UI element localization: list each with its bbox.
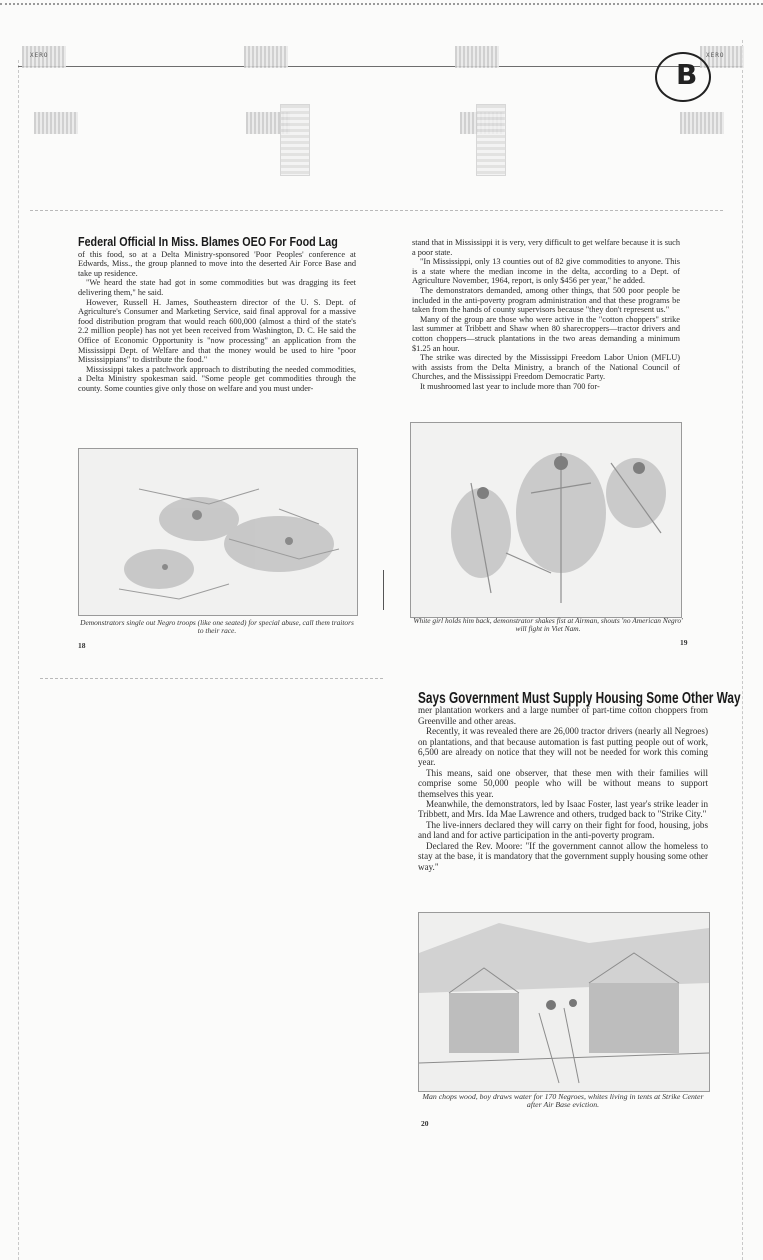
article-paragraph: "We heard the state had got in some commodities but was dragging its feet delivering them," he said.: [78, 278, 356, 297]
page-divider: [383, 570, 384, 610]
handwritten-circle-mark: [655, 52, 711, 102]
page-20-headline: Says Government Must Supply Housing Some Other Way: [418, 690, 741, 707]
page-20-article: [418, 690, 741, 872]
page-18-photo: [78, 448, 358, 616]
article-paragraph: The strike was directed by the Mississippi Freedom Labor Union (MFLU) with assists from the Delta Ministry, a branch of the National Council of Churches, and the Mississippi Freedom Democratic Party.: [412, 353, 680, 382]
article-paragraph: "In Mississippi, only 13 counties out of 82 give commodities to anyone. This is a state where the median income in the delta, according to a Dept. of Agriculture November, 1964, report, is only $456 per year," he added.: [412, 257, 680, 286]
article-paragraph: of this food, so at a Delta Ministry-sponsored 'Poor Peoples' conference at Edwards, Miss., the group planned to move into the deserted Air Force Base and take up residence.: [78, 249, 356, 278]
page-number-19: 19: [680, 638, 688, 647]
fold-line: [40, 678, 383, 679]
xerox-stamp: [244, 46, 288, 68]
scan-border-top: [0, 3, 763, 7]
page-18-caption: Demonstrators single out Negro troops (like one seated) for special abuse, call them traitors to their race.: [80, 618, 354, 636]
xerox-stamp-label: XERO: [30, 52, 49, 59]
page-20-photo: [418, 912, 710, 1092]
page-19-caption: White girl holds him back, demonstrator shakes fist at Airman, shouts 'no American Negro' will fight in Viet Nam.: [413, 616, 683, 634]
article-paragraph: However, Russell H. James, Southeastern director of the U. S. Dept. of Agriculture's Consumer and Marketing Service, said final approval for a massive food distribution program that would reach 600,000 (almost a third of the state's 2.2 million people) has not yet been received from Washington, D. C. He said the Office of Economic Opportunity is "now processing" an application from the Mississippi Dept. of Welfare and that the money would be used to hire "poor Mississippians" to distribute the food.": [78, 297, 356, 365]
handwritten-letter: B: [676, 58, 698, 91]
scan-frame-right: [742, 40, 743, 1260]
page-19-article: [412, 238, 680, 392]
photo-image: [411, 423, 681, 617]
article-paragraph: The live-inners declared they will carry on their fight for food, housing, jobs and land and for active participation in the anti-poverty program.: [418, 819, 708, 841]
article-paragraph: Many of the group are those who were active in the "cotton choppers" strike last summer at Tribbett and Shaw when 80 sharecroppers—tractor drivers and cotton choppers—struck plantations in the two areas demanding a minimum $1.25 an hour.: [412, 314, 680, 353]
page-20-caption: Man chops wood, boy draws water for 170 Negroes, whites living in tents at Strike Center after Air Base eviction.: [422, 1092, 704, 1110]
article-paragraph: Recently, it was revealed there are 26,000 tractor drivers (nearly all Negroes) on plantations, and that because automation is fast putting people out of work, 6,500 are already on notice that they will not be needed for work this coming year.: [418, 726, 708, 768]
article-paragraph: Declared the Rev. Moore: "If the government cannot allow the homeless to stay at the base, it is mandatory that the government supply housing some other way.": [418, 840, 708, 872]
fold-line: [30, 210, 723, 211]
article-paragraph: mer plantation workers and a large number of part-time cotton choppers from Greenville and other areas.: [418, 705, 708, 726]
page-19-photo: [410, 422, 682, 618]
xerox-stamp: [680, 112, 724, 134]
top-rule: [18, 66, 743, 67]
scan-frame-left: [18, 60, 19, 1260]
xerox-stamp-label: XERO: [706, 52, 725, 59]
xerox-stamp: [34, 112, 78, 134]
binder-clip-shadow: [476, 104, 506, 176]
article-paragraph: Mississippi takes a patchwork approach to distributing the needed commodities, a Delta Ministry spokesman said. "Some people get commodities through the county. Some counties give only those on welfare and you must under-: [78, 364, 356, 393]
article-paragraph: The demonstrators demanded, among other things, that 500 poor people be included in the anti-poverty program administration and that these programs be taken from the hands of county supervisors because "they don't represent us.": [412, 285, 680, 315]
article-paragraph: stand that in Mississippi it is very, very difficult to get welfare because it is such a poor state.: [412, 238, 680, 257]
photo-image: [79, 449, 357, 615]
article-paragraph: Meanwhile, the demonstrators, led by Isaac Foster, last year's strike leader in Tribbett, and Mrs. Ida Mae Lawrence and others, trudged back to "Strike City.": [418, 799, 708, 820]
page-number-20: 20: [421, 1119, 429, 1128]
binder-clip-shadow: [280, 104, 310, 176]
page-18-headline: Federal Official In Miss. Blames OEO For Food Lag: [78, 235, 338, 249]
article-paragraph: This means, said one observer, that these men with their families will comprise some 50,000 people who will be without means to support themselves this year.: [418, 767, 708, 799]
article-paragraph: It mushroomed last year to include more than 700 for-: [420, 381, 600, 391]
page-number-18: 18: [78, 641, 86, 650]
xerox-stamp: [455, 46, 499, 68]
photo-image: [419, 913, 709, 1091]
page-18-article: [78, 235, 356, 394]
